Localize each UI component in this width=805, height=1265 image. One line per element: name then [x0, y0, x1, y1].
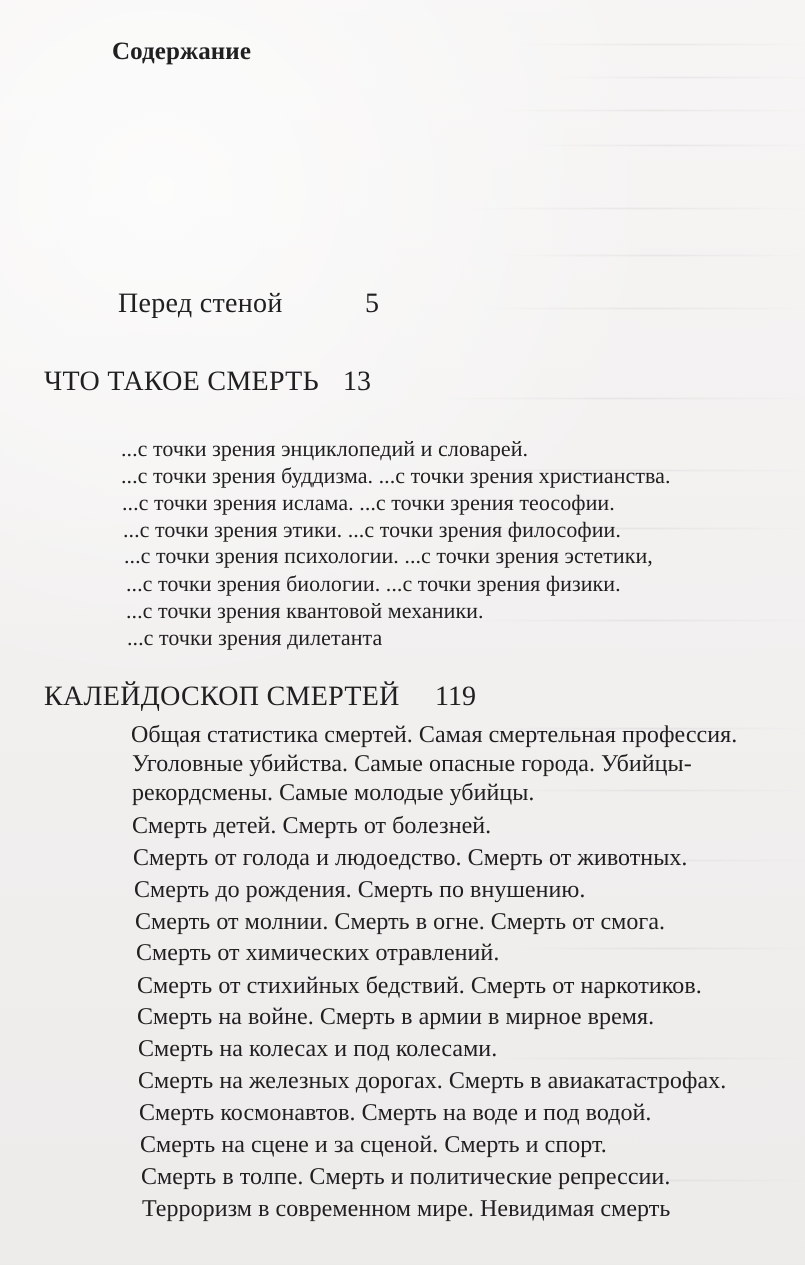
section-page-what-is-death: 13 — [343, 366, 371, 397]
subitem-line: Смерть от химических отравлений. — [136, 940, 500, 966]
subitem-line: Терроризм в современном мире. Невидимая смерть — [142, 1196, 671, 1222]
show-through-line — [495, 110, 805, 111]
subitem-line: Смерть на войне. Смерть в армии в мирное время. — [137, 1004, 655, 1030]
subitem-line: Смерть на железных дорогах. Смерть в авиакатастрофах. — [138, 1068, 727, 1094]
subitem-line: ...с точки зрения дилетанта — [127, 625, 383, 650]
show-through-line — [495, 255, 805, 256]
show-through-line — [525, 145, 805, 146]
subitem-line: Смерть на сцене и за сценой. Смерть и спорт. — [140, 1132, 607, 1158]
subitem-line: Смерть до рождения. Смерть по внушению. — [134, 877, 586, 903]
subitem-line: Смерть детей. Смерть от болезней. — [132, 813, 492, 839]
section-title-what-is-death: ЧТО ТАКОЕ СМЕРТЬ — [44, 366, 319, 397]
show-through-line — [555, 77, 805, 78]
subitem-line: ...с точки зрения буддизма. ...с точки зрения христианства. — [121, 463, 671, 488]
subitem-line: ...с точки зрения психологии. ...с точки зрения эстетики, — [124, 543, 653, 568]
subitem-line: Смерть от голода и людоедство. Смерть от животных. — [133, 845, 688, 871]
entry-page-before-wall: 5 — [365, 288, 379, 319]
subitem-line: ...с точки зрения квантовой механики. — [126, 598, 484, 623]
subitem-line: ...с точки зрения биологии. ...с точки зрения физики. — [126, 571, 621, 596]
show-through-line — [495, 790, 805, 791]
subitem-line: Смерть от молнии. Смерть в огне. Смерть от смога. — [135, 909, 666, 935]
subitem-line: Общая статистика смертей. Самая смертельная профессия. — [131, 722, 738, 748]
subitem-line: Смерть на колесах и под колесами. — [138, 1036, 498, 1062]
show-through-line — [515, 44, 805, 45]
show-through-line — [435, 398, 805, 399]
entry-title-before-wall: Перед стеной — [118, 288, 283, 319]
show-through-line — [515, 948, 805, 949]
subitem-line: рекордсмены. Самые молодые убийцы. — [132, 780, 535, 806]
subitem-line: Смерть от стихийных бедствий. Смерть от наркотиков. — [137, 973, 702, 999]
show-through-line — [465, 208, 805, 209]
show-through-line — [475, 620, 805, 621]
subitem-line: Смерть в толпе. Смерть и политические репрессии. — [141, 1164, 671, 1190]
subitem-line: ...с точки зрения этики. ...с точки зрения философии. — [123, 517, 621, 542]
contents-heading: Содержание — [112, 38, 252, 65]
subitem-line: ...с точки зрения энциклопедий и словарей. — [121, 436, 529, 461]
subitem-line: Смерть космонавтов. Смерть на воде и под водой. — [139, 1100, 652, 1126]
section-title-kaleidoscope-of-deaths: КАЛЕЙДОСКОП СМЕРТЕЙ — [44, 681, 400, 712]
subitem-line: ...с точки зрения ислама. ...с точки зрения теософии. — [122, 490, 615, 515]
show-through-line — [475, 308, 805, 309]
show-through-line — [485, 1058, 805, 1059]
subitem-line: Уголовные убийства. Самые опасные города. Убийцы- — [132, 751, 692, 777]
section-page-kaleidoscope-of-deaths: 119 — [435, 681, 476, 712]
